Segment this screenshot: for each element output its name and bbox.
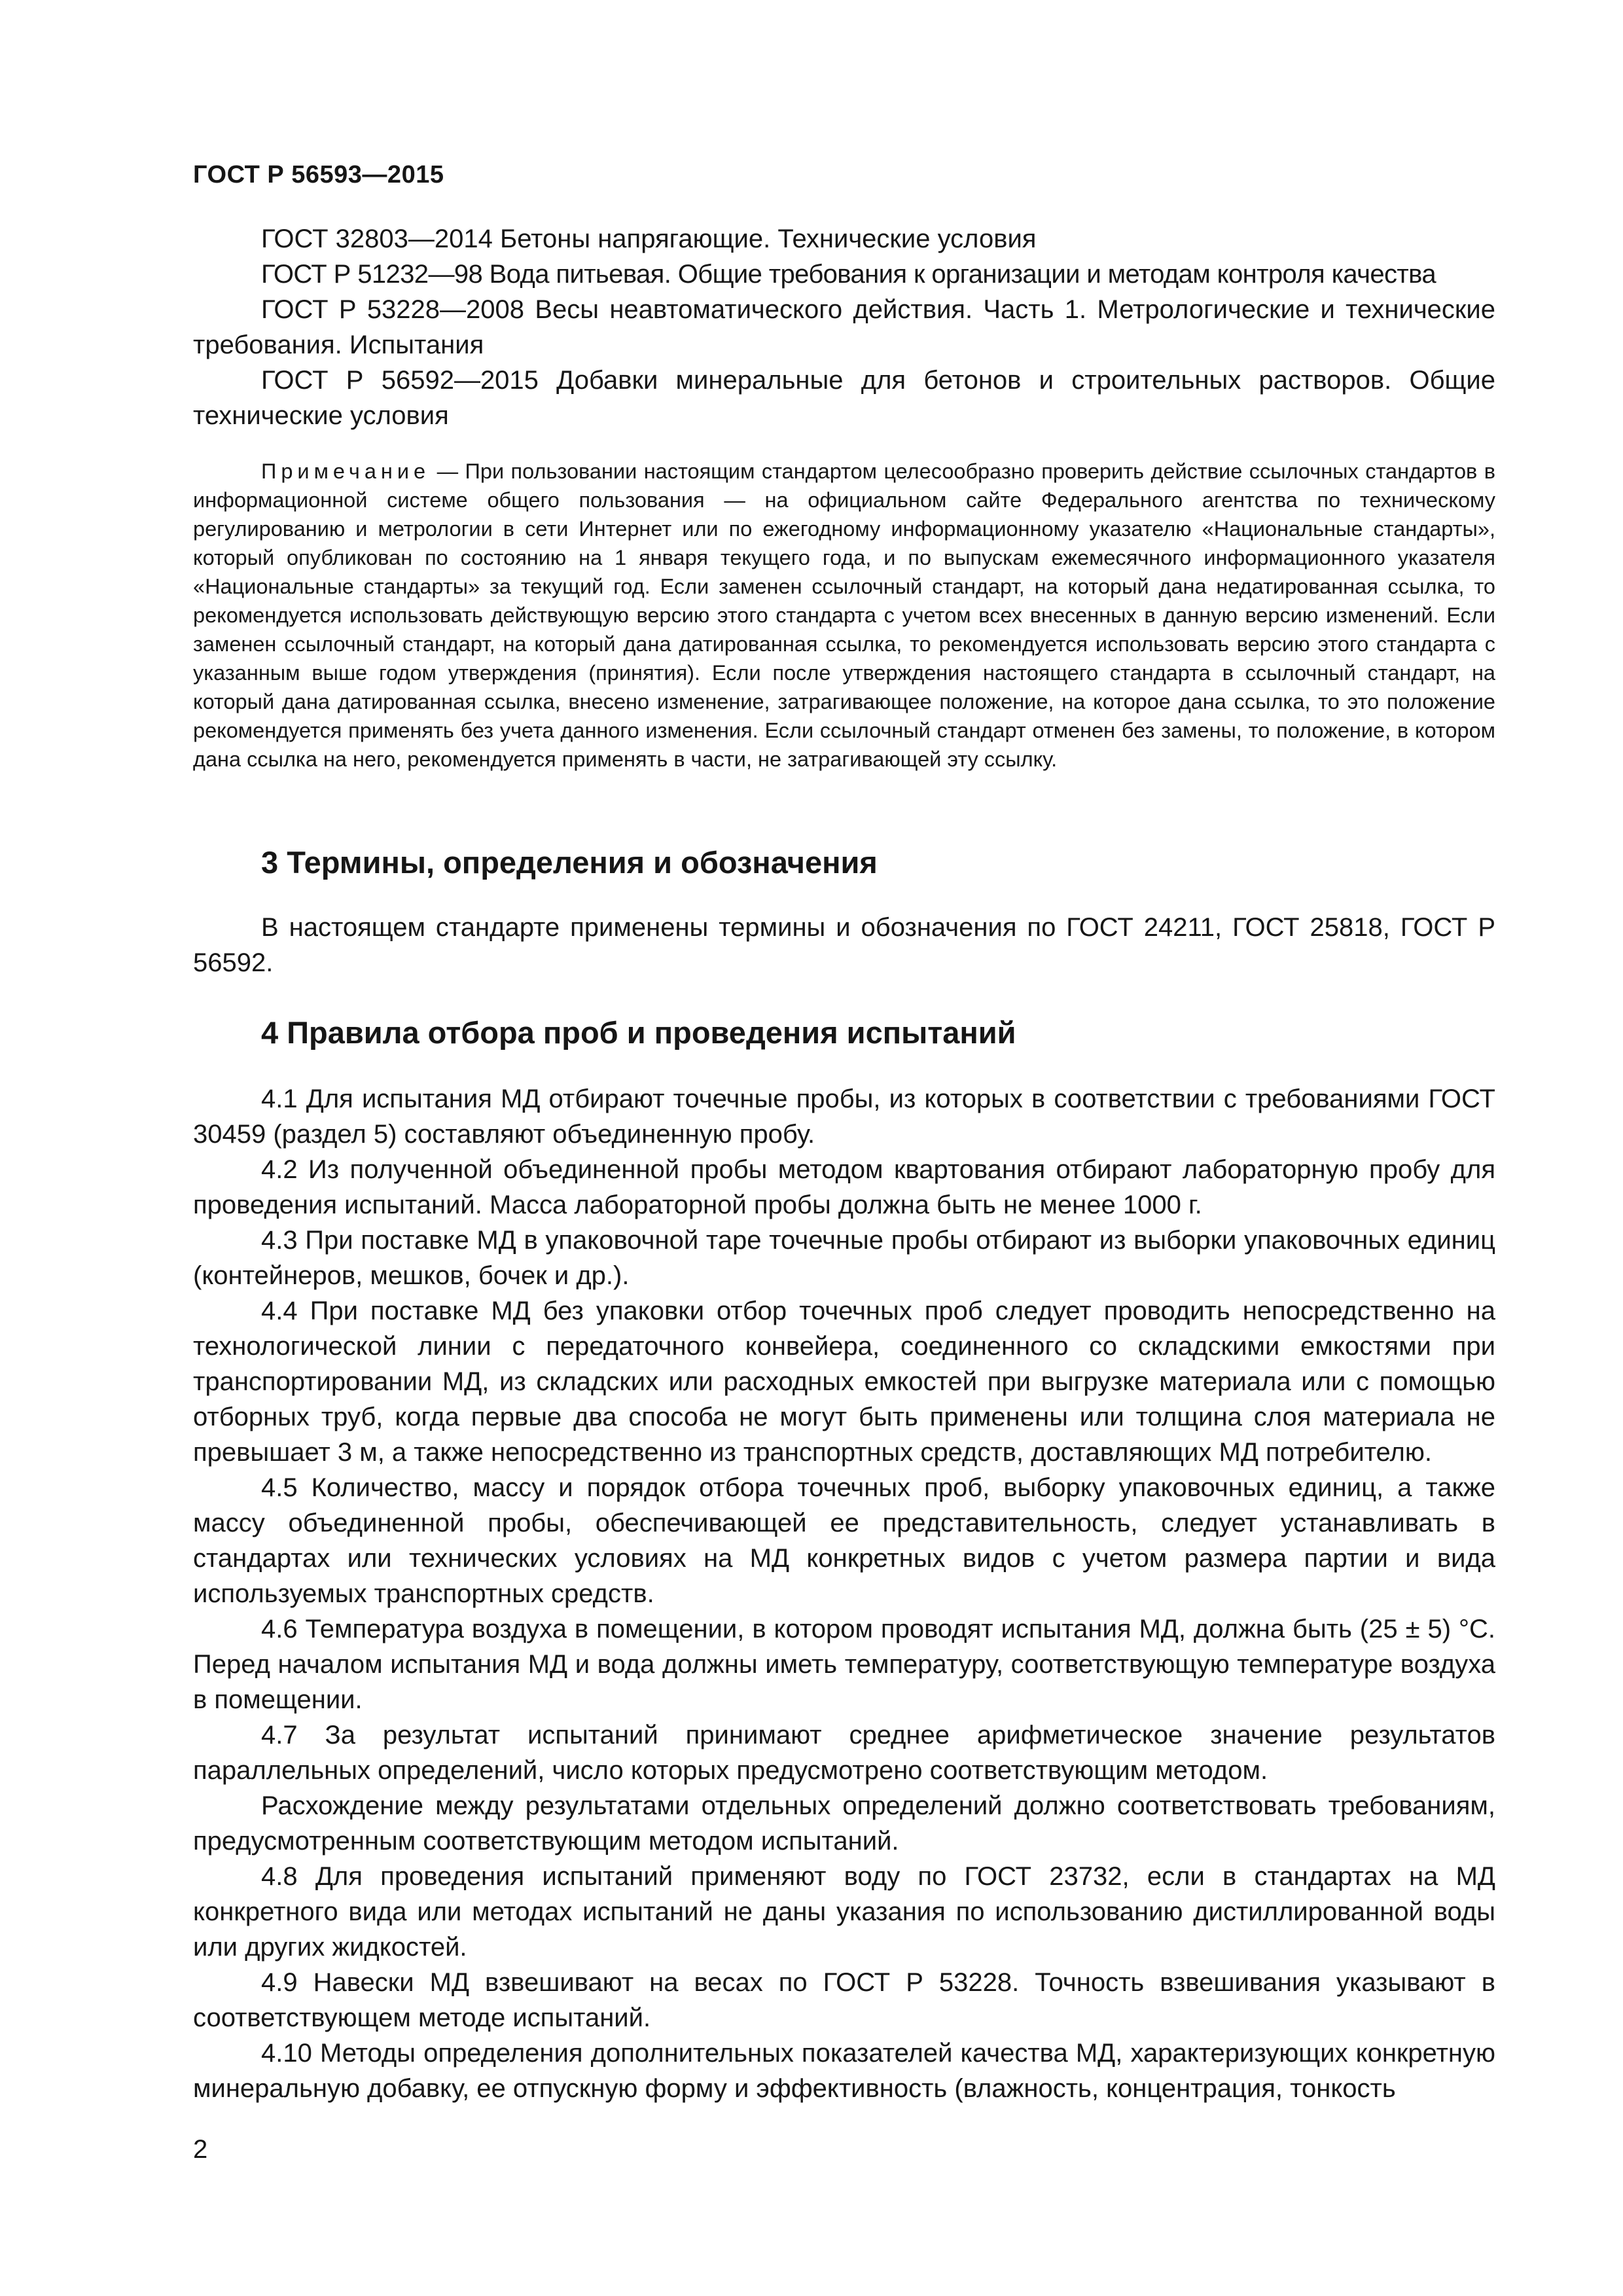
note-paragraph [193,457,1495,774]
section-4 [193,1013,1495,2106]
note-text: — При пользовании настоящим стандартом целесообразно проверить действие ссылочных стандартов в информационной системе общего пользования — на официальном сайте Федерального агентства по техническому регулированию и метрологии в сети Интернет или по ежегодному информационному указателю «Национальные стандарты», который опубликован по состоянию на 1 января текущего года, и по выпускам ежемесячного информационного указателя «Национальные стандарты» за текущий год. Если заменен ссылочный стандарт, на который дана недатированная ссылка, то рекомендуется использовать действующую версию этого стандарта с учетом всех внесенных в данную версию изменений. Если заменен ссылочный стандарт, на который дана датированная ссылка, то рекомендуется использовать версию этого стандарта с указанным выше годом утверждения (принятия). Если после утверждения настоящего стандарта в ссылочный стандарт, на который дана датированная ссылка, внесено изменение, затрагивающее положение, на которое дана ссылка, то это положение рекомендуется применять без учета данного изменения. Если ссылочный стандарт отменен без замены, то положение, в котором дана ссылка на него, рекомендуется применять в части, не затрагивающей эту ссылку. [193,459,1495,771]
section-3-heading: 3 Термины, определения и обозначения [261,845,878,880]
references-list [193,221,1495,433]
clause-paragraph: 4.5 Количество, массу и порядок отбора точечных проб, выборку упаковочных единиц, а также массу объединенной пробы, обеспечивающей ее представительность, следует устанавливать в стандартах или технических условиях на МД конкретных видов с учетом размера партии и вида используемых транспортных средств. [193,1473,1495,1608]
clause-paragraph: 4.4 При поставке МД без упаковки отбор точечных проб следует проводить непосредственно на технологической линии с передаточного конвейера, соединенного со складскими емкостями при транспортировании МД, из складских или расходных емкостей при выгрузке материала или с помощью отборных труб, когда первые два способа не могут быть применены или толщина слоя материала не превышает 3 м, а также непосредственно из транспортных средств, доставляющих МД потребителю. [193,1297,1495,1467]
document-code: ГОСТ Р 56593—2015 [193,161,444,188]
section-3 [193,843,1495,980]
reference-item: ГОСТ Р 56592—2015 Добавки минеральные для бетонов и строительных растворов. Общие технические условия [193,366,1495,430]
reference-item: ГОСТ 32803—2014 Бетоны напрягающие. Технические условия [261,224,1037,253]
section-4-heading: 4 Правила отбора проб и проведения испытаний [261,1015,1016,1050]
note-label: Примечание [261,459,431,483]
clause-paragraph: 4.2 Из полученной объединенной пробы методом квартования отбирают лабораторную пробу для проведения испытаний. Масса лабораторной пробы должна быть не менее 1000 г. [193,1155,1495,1219]
reference-item: ГОСТ Р 53228—2008 Весы неавтоматического действия. Часть 1. Метрологические и технические требования. Испытания [193,295,1495,359]
clause-paragraph: 4.6 Температура воздуха в помещении, в котором проводят испытания МД, должна быть (25 ± 5) °С. Перед началом испытания МД и вода должны иметь температуру, соответствующую температуре воздуха в помещении. [193,1615,1495,1714]
clause-paragraph: 4.7 За результат испытаний принимают среднее арифметическое значение результатов параллельных определений, число которых предусмотрено соответствующим методом. [193,1721,1495,1785]
clause-paragraph: 4.3 При поставке МД в упаковочной таре точечные пробы отбирают из выборки упаковочных единиц (контейнеров, мешков, бочек и др.). [193,1226,1495,1290]
clause-paragraph: 4.10 Методы определения дополнительных показателей качества МД, характеризующих конкретную минеральную добавку, ее отпускную форму и эффективность (влажность, концентрация, тонкость [193,2039,1495,2103]
clause-paragraph: 4.9 Навески МД взвешивают на весах по ГОСТ Р 53228. Точность взвешивания указывают в соответствующем методе испытаний. [193,1968,1495,2032]
note-block [193,457,1495,774]
clause-paragraph: 4.1 Для испытания МД отбирают точечные пробы, из которых в соответствии с требованиями ГОСТ 30459 (раздел 5) составляют объединенную пробу. [193,1085,1495,1149]
reference-item: ГОСТ Р 51232—98 Вода питьевая. Общие требования к организации и методам контроля качества [261,260,1436,289]
clause-paragraph: 4.8 Для проведения испытаний применяют воду по ГОСТ 23732, если в стандартах на МД конкретного вида или методах испытаний не даны указания по использованию дистиллированной воды или других жидкостей. [193,1862,1495,1962]
section-3-text: В настоящем стандарте применены термины и обозначения по ГОСТ 24211, ГОСТ 25818, ГОСТ Р 56592. [193,913,1495,977]
section-4-body [193,1081,1495,2106]
page-number: 2 [193,2135,208,2164]
clause-paragraph: Расхождение между результатами отдельных определений должно соответствовать требованиям, предусмотренным соответствующим методом испытаний. [193,1791,1495,1856]
